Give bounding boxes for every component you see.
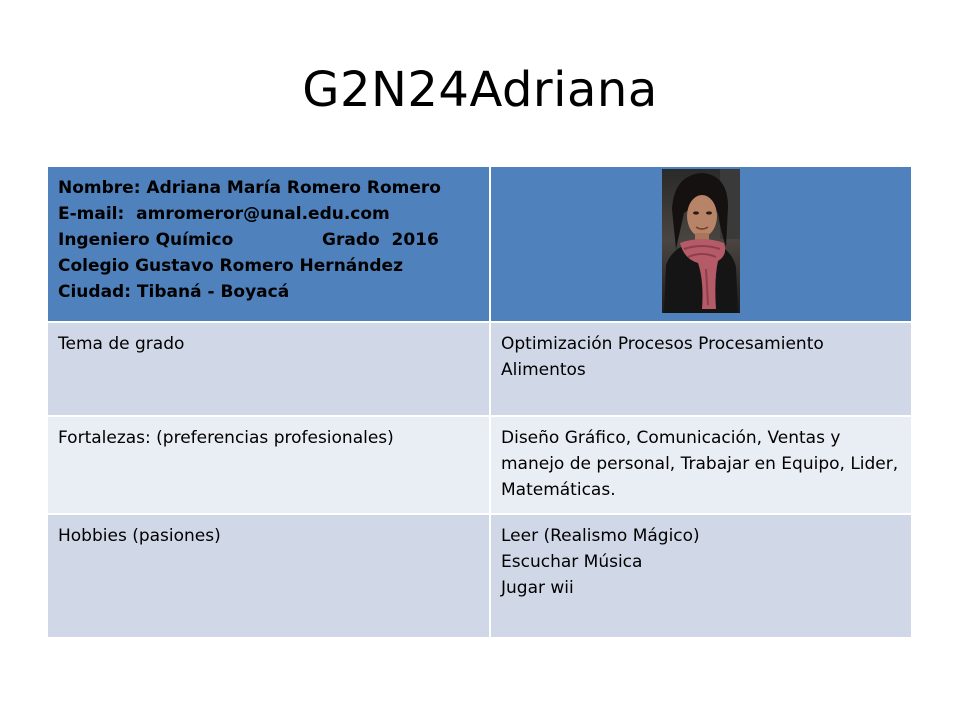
hobby-item: Jugar wii	[501, 578, 574, 598]
table-row	[48, 416, 911, 514]
profile-photo	[662, 169, 740, 313]
profile-city: Ciudad: Tibaná - Boyacá	[58, 282, 290, 302]
profile-profession: Ingeniero Químico Grado 2016	[58, 230, 439, 250]
profile-email: E-mail: amromeror@unal.edu.com	[58, 204, 390, 224]
hobby-item: Escuchar Música	[501, 552, 643, 572]
profile-name: Nombre: Adriana María Romero Romero	[58, 178, 441, 198]
row-value	[490, 514, 911, 638]
slide-title: G2N24Adriana	[302, 62, 658, 118]
row-label: Fortalezas: (preferencias profesionales)	[48, 416, 490, 514]
hobby-item: Leer (Realismo Mágico)	[501, 526, 700, 546]
row-value: Diseño Gráfico, Comunicación, Ventas y manejo de personal, Trabajar en Equipo, Lider, Matemáticas.	[490, 416, 911, 514]
profile-table	[48, 167, 911, 639]
profile-school: Colegio Gustavo Romero Hernández	[58, 256, 403, 276]
profile-header-row	[48, 167, 911, 322]
profile-photo-cell	[490, 167, 911, 322]
row-label: Tema de grado	[48, 322, 490, 416]
table-row	[48, 322, 911, 416]
row-value: Optimización Procesos Procesamiento Alimentos	[490, 322, 911, 416]
row-label: Hobbies (pasiones)	[48, 514, 490, 638]
table-row	[48, 514, 911, 638]
profile-info-cell	[48, 167, 490, 322]
